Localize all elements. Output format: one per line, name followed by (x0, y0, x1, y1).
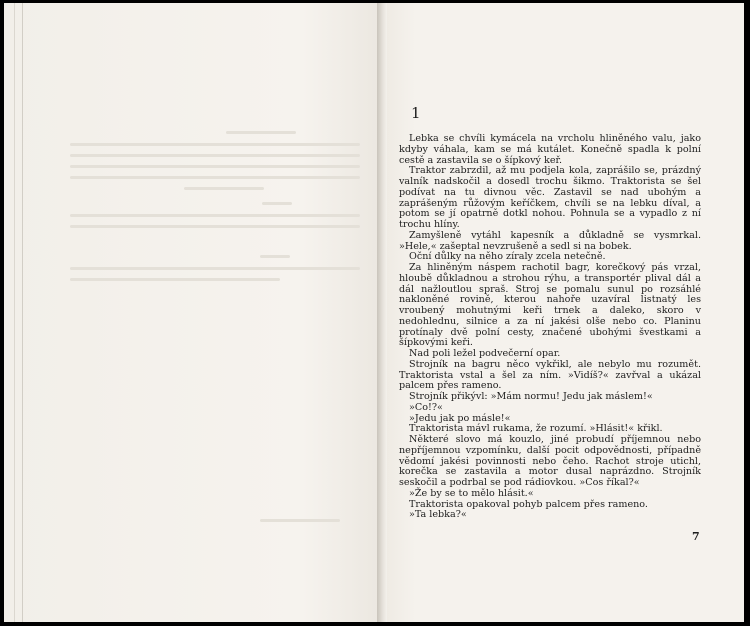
paragraph: Lebka se chvíli kymácela na vrcholu hliněného valu, jako kdyby váhala, kam se má kutálet. Konečně spadla k polní cestě a zastavila se o šípkový keř. (399, 133, 701, 166)
book-gutter (377, 3, 387, 622)
paragraph: Nad poli ležel podvečerní opar. (409, 348, 561, 359)
page-edges (10, 3, 23, 622)
paragraph: Některé slovo má kouzlo, jiné probudí příjemnou nebo nepříjemnou vzpomínku, další pocit odpovědnosti, případně vědomí jakési povinnosti nebo čeho. Rachot stroje utichl, korečka se zastavila a motor dusal naprázdno. Strojník seskočil a podrbal se pod rádiovkou. »Cos říkal?« (399, 434, 701, 488)
chapter-number: 1 (411, 104, 421, 122)
paragraph: Strojník přikývl: »Mám normu! Jedu jak máslem!« (409, 391, 653, 402)
paragraph: Traktorista mávl rukama, že rozumí. »Hlásit!« křikl. (409, 423, 663, 435)
paragraph: Strojník na bagru něco vykřikl, ale nebylo mu rozumět. Traktorista vstal a šel za ním. »Vidíš?« zavřval a ukázal palcem přes rameno. (399, 358, 701, 392)
page-number: 7 (692, 530, 700, 543)
paragraph: Oční důlky na něho zíraly zcela netečně. (409, 251, 606, 263)
paragraph: Za hliněným náspem rachotil bagr, korečkový pás vrzal, hloubě důkladnou a strohou rýhu, a transportér plival dál a dál nažloutlou spraš. Stroj se pomalu sunul po rozsáhlé nakloněné rovině, kterou nahoře uzavíral listnatý les vroubený mohutnými keři trnek a daleko, skoro v nedohlednu, silnice a za ní jakési olše nebo co. Planinu protínaly dvě polní cesty, značené ubohými švestkami a šípkovými keři. (399, 262, 701, 349)
paragraph: Zamyšleně vytáhl kapesník a důkladně se vysmrkal. »Hele,« zašeptal nevzrušeně a sedl si na bobek. (399, 229, 701, 252)
paragraph: »Jedu jak po másle!« (409, 412, 511, 424)
paragraph: »Co!?« (409, 401, 443, 413)
left-page (4, 3, 377, 622)
paragraph: »Ta lebka?« (409, 509, 467, 521)
paragraph: Traktorista opakoval pohyb palcem přes rameno. (409, 498, 648, 510)
chapter-text (399, 134, 701, 521)
open-book (4, 3, 744, 622)
paragraph: Traktor zabrzdil, až mu podjela kola, zaprášilo se, prázdný valník nadskočil a dosedl trochu šikmo. Traktorista se šel podívat na tu divnou věc. Zastavil se nad ubohým a zaprášeným růžovým keříčkem, chvíli se na lebku díval, a potom se jí opatrně dotkl nohou. Pohnula se a vypadlo z ní trochu hlíny. (399, 165, 701, 230)
right-page (387, 3, 744, 622)
paragraph: »Že by se to mělo hlásit.« (409, 487, 534, 499)
